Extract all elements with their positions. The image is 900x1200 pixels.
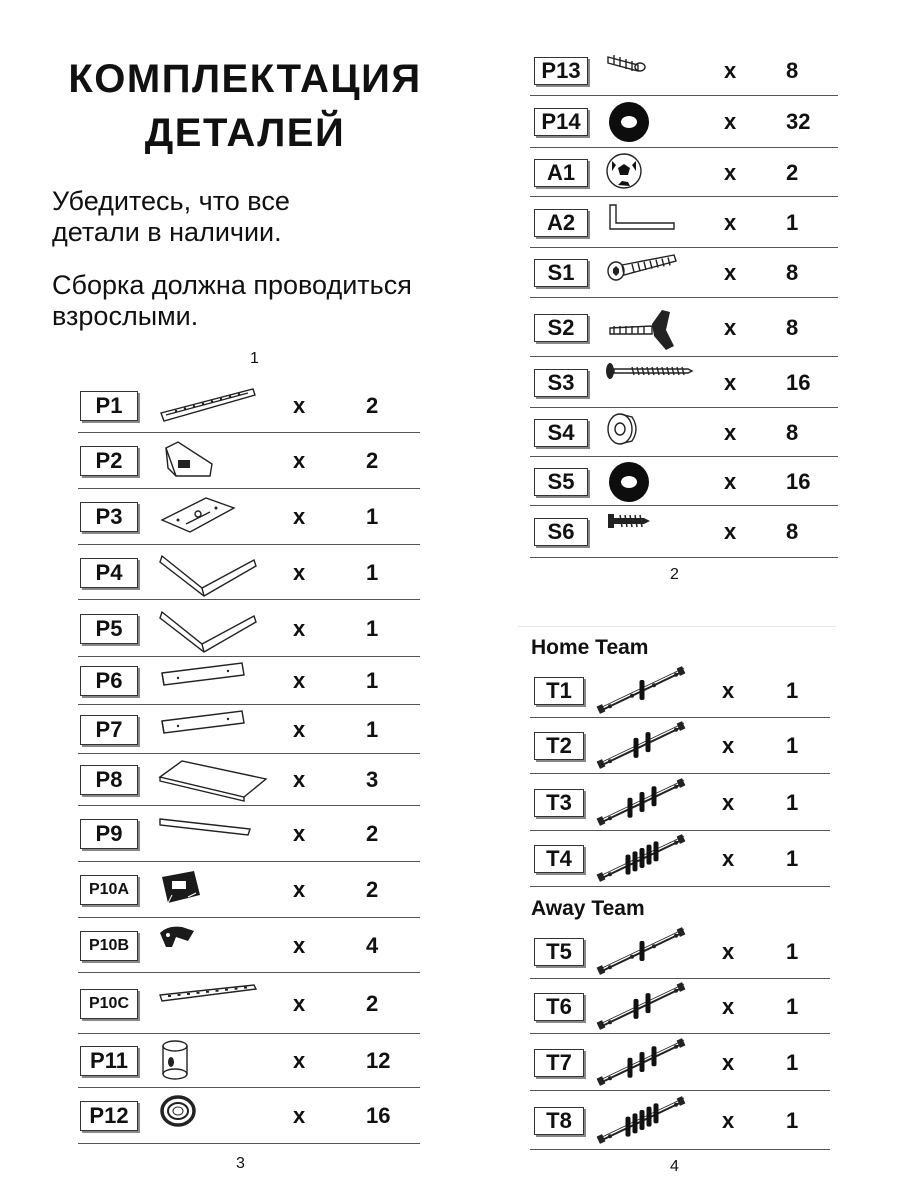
part-p4-code: P4 (80, 558, 138, 588)
part-s4-quantity: 8 (786, 419, 799, 445)
rod-t1-quantity: 1 (786, 678, 799, 703)
rod-t8-times-sign: x (722, 1107, 735, 1133)
barrel-nut-icon (158, 1038, 192, 1087)
part-s6-code: S6 (534, 518, 588, 546)
part-s5-row (530, 457, 838, 506)
part-p10b-code: P10B (80, 931, 138, 961)
rod-t2-code: T2 (534, 732, 584, 760)
rod-t6-times-sign: x (722, 993, 735, 1019)
short-screw-icon (604, 510, 654, 537)
player-rod-icon (596, 1095, 688, 1152)
player-rod-icon (596, 720, 688, 777)
part-a1-quantity: 2 (786, 159, 799, 185)
rod-t7-times-sign: x (722, 1049, 735, 1075)
part-p7-code: P7 (80, 715, 138, 745)
part-p10a-quantity: 2 (366, 877, 379, 902)
player-rod-icon (596, 926, 688, 983)
goal-frame-icon (158, 867, 204, 912)
part-p2-code: P2 (80, 446, 138, 476)
part-p4-row (78, 545, 420, 600)
rod-t4-row (530, 831, 830, 887)
part-s5-times-sign: x (724, 468, 737, 494)
part-a2-times-sign: x (724, 209, 737, 235)
player-rod-icon (596, 981, 688, 1038)
part-s1-times-sign: x (724, 260, 737, 285)
part-p13-quantity: 8 (786, 58, 799, 83)
rod-t2-quantity: 1 (786, 733, 799, 758)
part-s4-code: S4 (534, 419, 588, 447)
player-rod-icon (596, 1037, 688, 1094)
part-p11-quantity: 12 (366, 1048, 391, 1073)
part-a1-times-sign: x (724, 159, 737, 185)
rod-t7-code: T7 (534, 1049, 584, 1077)
rod-t3-row (530, 774, 830, 831)
row-divider (78, 1143, 420, 1144)
rod-t3-code: T3 (534, 789, 584, 817)
part-s4-row (530, 408, 838, 457)
part-p6-times-sign: x (293, 668, 306, 693)
rod-t2-times-sign: x (722, 733, 735, 758)
part-a2-quantity: 1 (786, 209, 799, 235)
part-s5-code: S5 (534, 468, 588, 496)
part-s3-code: S3 (534, 369, 588, 397)
rod-t6-code: T6 (534, 993, 584, 1021)
player-rod-icon (596, 777, 688, 834)
part-p4-quantity: 1 (366, 559, 379, 585)
part-p2-row (78, 433, 420, 489)
rod-t4-times-sign: x (722, 846, 735, 871)
part-s2-times-sign: x (724, 314, 737, 340)
part-p14-quantity: 32 (786, 109, 811, 134)
bumper-icon (604, 411, 644, 452)
part-s3-row (530, 357, 838, 408)
part-p4-times-sign: x (293, 559, 306, 585)
part-p9-row (78, 806, 420, 862)
rail-icon (158, 659, 248, 694)
part-p10b-row (78, 918, 420, 973)
counter-bar-icon (158, 981, 258, 1010)
part-p14-code: P14 (534, 108, 588, 136)
part-p10b-quantity: 4 (366, 932, 379, 958)
part-p9-quantity: 2 (366, 821, 379, 846)
part-p12-quantity: 16 (366, 1103, 391, 1128)
rod-t3-times-sign: x (722, 789, 735, 815)
rod-t8-code: T8 (534, 1107, 584, 1135)
part-p6-quantity: 1 (366, 668, 379, 693)
part-a2-row (530, 197, 838, 248)
rod-t6-row (530, 979, 830, 1034)
ring-icon (158, 1093, 198, 1134)
part-p1-quantity: 2 (366, 392, 379, 418)
rod-t1-code: T1 (534, 677, 584, 705)
part-s5-quantity: 16 (786, 468, 811, 494)
part-p10c-code: P10C (80, 989, 138, 1019)
part-a1-row (530, 148, 838, 197)
part-p5-times-sign: x (293, 615, 306, 641)
part-p13-times-sign: x (724, 58, 737, 83)
home-team-heading: Home Team (531, 636, 649, 659)
part-p5-quantity: 1 (366, 615, 379, 641)
part-p1-row (78, 378, 420, 433)
part-p14-row (530, 96, 838, 148)
player-rod-icon (596, 833, 688, 890)
part-p2-quantity: 2 (366, 448, 379, 473)
rod-t8-quantity: 1 (786, 1107, 799, 1133)
part-p10c-times-sign: x (293, 990, 306, 1016)
rod-t6-quantity: 1 (786, 993, 799, 1019)
player-rod-icon (596, 665, 688, 722)
away-team-heading: Away Team (531, 897, 645, 920)
intro-adults: Сборка должна проводиться взрослыми. (52, 270, 412, 331)
rod-t1-row (530, 664, 830, 718)
part-s3-times-sign: x (724, 369, 737, 395)
page-number-1: 1 (250, 350, 259, 367)
part-p7-quantity: 1 (366, 716, 379, 742)
part-p1-times-sign: x (293, 392, 306, 418)
part-s2-row (530, 298, 838, 357)
washer-icon (604, 100, 654, 149)
page-title-line-2: ДЕТАЛЕЙ (144, 111, 346, 155)
part-p7-times-sign: x (293, 716, 306, 742)
part-p1-code: P1 (80, 391, 138, 421)
part-p11-times-sign: x (293, 1048, 306, 1073)
part-p8-row (78, 754, 420, 806)
part-a1-code: A1 (534, 159, 588, 187)
part-p12-row (78, 1088, 420, 1144)
page-number-2: 2 (670, 566, 679, 583)
long-bar-icon (158, 383, 258, 428)
rail-icon (158, 707, 248, 742)
rod-t2-row (530, 718, 830, 774)
wing-screw-icon (604, 306, 684, 357)
page-number-3: 3 (236, 1155, 245, 1172)
part-p5-row (78, 600, 420, 657)
part-p13-code: P13 (534, 57, 588, 85)
rod-t5-code: T5 (534, 938, 584, 966)
part-p8-times-sign: x (293, 767, 306, 792)
part-p12-times-sign: x (293, 1103, 306, 1128)
part-p8-quantity: 3 (366, 767, 379, 792)
part-p10b-times-sign: x (293, 932, 306, 958)
section-divider (518, 626, 836, 627)
part-p3-code: P3 (80, 502, 138, 532)
part-p9-times-sign: x (293, 821, 306, 846)
long-screw-icon (604, 361, 694, 386)
part-s6-times-sign: x (724, 519, 737, 544)
part-p3-quantity: 1 (366, 504, 379, 529)
washer-icon (604, 460, 654, 509)
part-p6-code: P6 (80, 666, 138, 696)
rod-t5-quantity: 1 (786, 939, 799, 964)
part-s3-quantity: 16 (786, 369, 811, 395)
part-s4-times-sign: x (724, 419, 737, 445)
part-s1-quantity: 8 (786, 260, 799, 285)
rod-t1-times-sign: x (722, 678, 735, 703)
part-p3-times-sign: x (293, 504, 306, 529)
rod-t5-row (530, 925, 830, 979)
v-bracket-icon (158, 550, 258, 605)
part-p6-row (78, 657, 420, 705)
clip-icon (158, 923, 198, 956)
part-p10a-row (78, 862, 420, 918)
part-s1-row (530, 248, 838, 298)
rod-t4-code: T4 (534, 845, 584, 873)
rod-t4-quantity: 1 (786, 846, 799, 871)
part-p13-row (530, 46, 838, 96)
intro-check: Убедитесь, что все детали в наличии. (52, 186, 290, 247)
panel-icon (158, 757, 268, 808)
part-p3-row (78, 489, 420, 545)
row-divider (530, 557, 838, 558)
rod-t8-row (530, 1091, 830, 1150)
part-p2-times-sign: x (293, 448, 306, 473)
part-s2-quantity: 8 (786, 314, 799, 340)
hex-key-icon (604, 201, 680, 240)
rod-t3-quantity: 1 (786, 789, 799, 815)
part-p7-row (78, 705, 420, 754)
rod-t7-row (530, 1034, 830, 1091)
part-p11-code: P11 (80, 1046, 138, 1076)
ball-icon (604, 151, 644, 196)
part-a2-code: A2 (534, 209, 588, 237)
part-p9-code: P9 (80, 819, 138, 849)
rod-t5-times-sign: x (722, 939, 735, 964)
grip-icon (604, 49, 648, 80)
v-bracket-icon (158, 606, 258, 661)
plate-icon (158, 494, 238, 539)
part-s2-code: S2 (534, 314, 588, 342)
part-p10c-quantity: 2 (366, 990, 379, 1016)
part-p10a-times-sign: x (293, 877, 306, 902)
page-number-4: 4 (670, 1158, 679, 1175)
part-s1-code: S1 (534, 259, 588, 287)
part-p14-times-sign: x (724, 109, 737, 134)
part-p11-row (78, 1034, 420, 1088)
part-p5-code: P5 (80, 614, 138, 644)
part-s6-quantity: 8 (786, 519, 799, 544)
part-s6-row (530, 506, 838, 558)
part-p10a-code: P10A (80, 875, 138, 905)
page-title-line-1: КОМПЛЕКТАЦИЯ (68, 57, 422, 101)
part-p8-code: P8 (80, 765, 138, 795)
part-p10c-row (78, 973, 420, 1034)
rod-t7-quantity: 1 (786, 1049, 799, 1075)
corner-block-icon (158, 438, 218, 487)
strip-icon (158, 811, 253, 842)
bolt-icon (604, 251, 678, 288)
part-p12-code: P12 (80, 1101, 138, 1131)
